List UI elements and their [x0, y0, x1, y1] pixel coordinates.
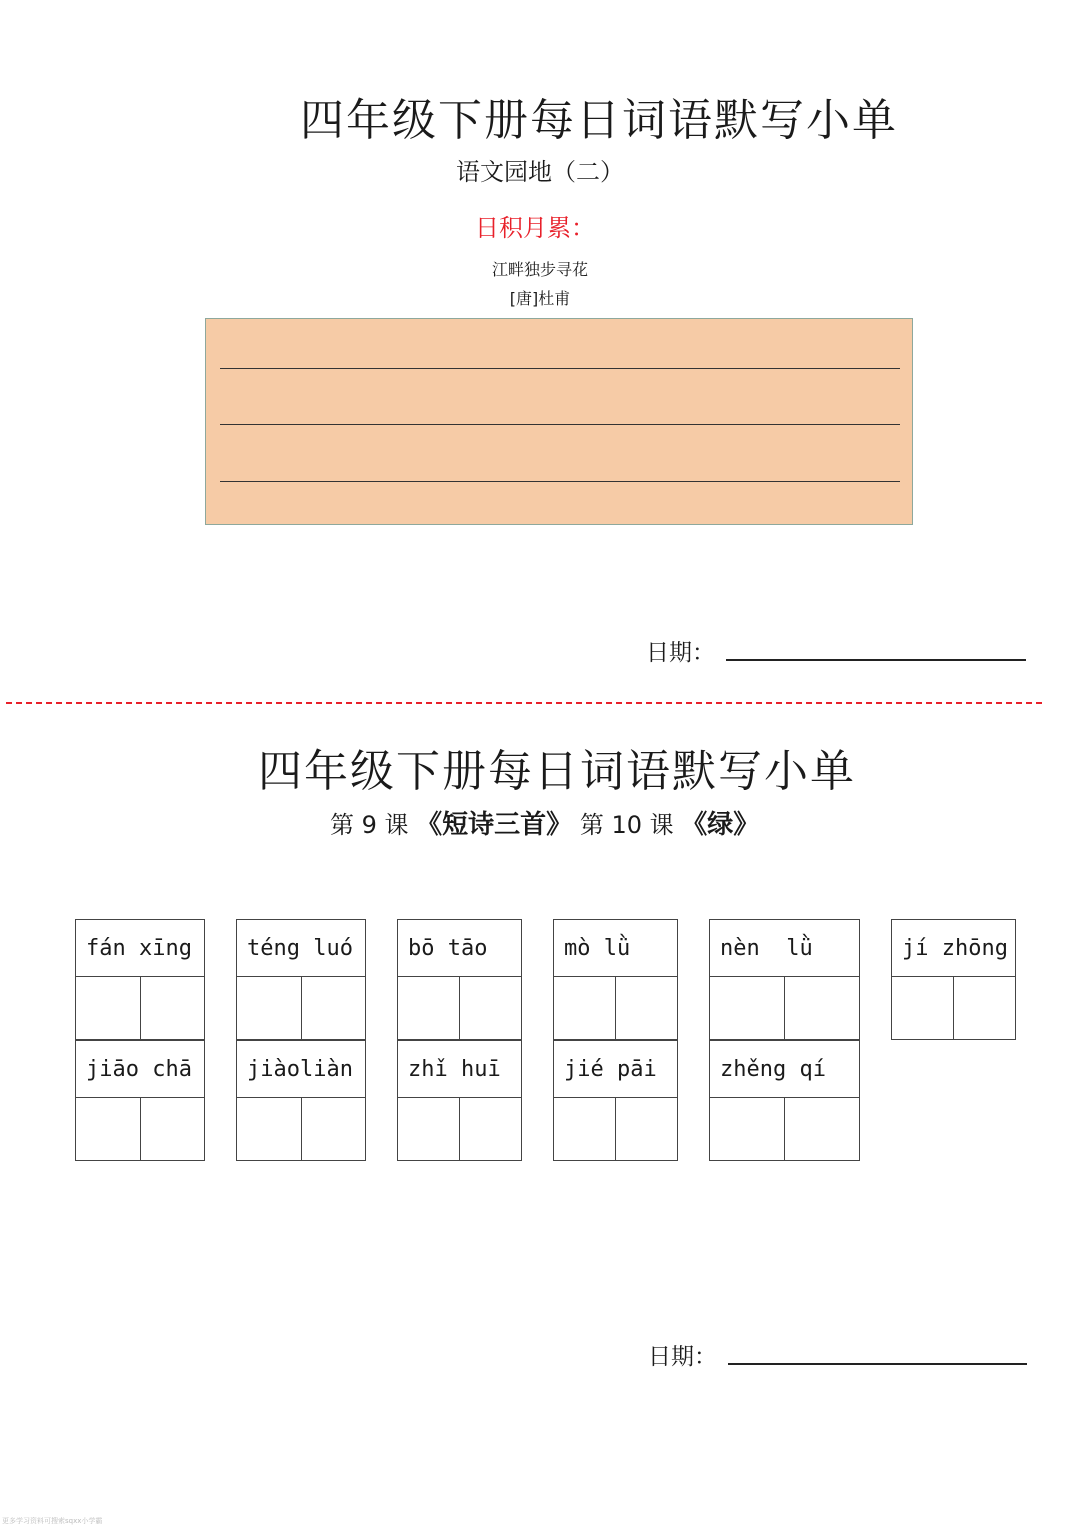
character-cell[interactable] — [953, 977, 1015, 1039]
pinyin-label: téng luó — [237, 920, 365, 977]
character-cell[interactable] — [710, 977, 784, 1039]
character-cell[interactable] — [237, 1098, 301, 1160]
pinyin-label: jí zhōng — [892, 920, 1015, 977]
character-cell[interactable] — [554, 1098, 615, 1160]
character-cell[interactable] — [398, 977, 459, 1039]
pinyin-label: zhǐ huī — [398, 1041, 521, 1098]
top-sheet-title: 四年级下册每日词语默写小单 — [300, 95, 898, 146]
pinyin-label: jié pāi — [554, 1041, 677, 1098]
character-cell[interactable] — [615, 977, 677, 1039]
section-label: 日积月累： — [475, 214, 595, 242]
character-cell[interactable] — [459, 977, 521, 1039]
footer-watermark: 更多学习资料可搜索sqxx小学霸 — [2, 1517, 103, 1525]
character-cell[interactable] — [554, 977, 615, 1039]
character-cell[interactable] — [140, 1098, 205, 1160]
word-card — [236, 1040, 366, 1161]
character-cell[interactable] — [615, 1098, 677, 1160]
top-sheet-subtitle: 语文园地（二） — [456, 158, 624, 186]
pinyin-label: jiāo chā — [76, 1041, 204, 1098]
character-cell[interactable] — [76, 977, 140, 1039]
pinyin-label: nèn lǜ — [710, 920, 859, 977]
character-cell[interactable] — [892, 977, 953, 1039]
word-card — [236, 919, 366, 1040]
bottom-sheet-title: 四年级下册每日词语默写小单 — [258, 746, 856, 797]
word-card — [397, 1040, 522, 1161]
word-card — [709, 1040, 860, 1161]
writing-line[interactable] — [220, 368, 900, 369]
word-card — [891, 919, 1016, 1040]
poem-author: [唐]杜甫 — [509, 289, 571, 308]
lesson-10-prefix: 第 10 课 — [579, 811, 674, 839]
character-cell[interactable] — [784, 977, 859, 1039]
character-cell[interactable] — [784, 1098, 859, 1160]
character-cell[interactable] — [398, 1098, 459, 1160]
pinyin-label: mò lǜ — [554, 920, 677, 977]
writing-line[interactable] — [220, 424, 900, 425]
character-cell[interactable] — [140, 977, 205, 1039]
character-cell[interactable] — [710, 1098, 784, 1160]
character-cell[interactable] — [459, 1098, 521, 1160]
lesson-heading — [330, 804, 759, 841]
character-cell[interactable] — [301, 1098, 366, 1160]
bottom-date-field[interactable] — [728, 1363, 1027, 1365]
top-date-field[interactable] — [726, 659, 1026, 661]
poem-title: 江畔独步寻花 — [491, 260, 588, 279]
lesson-9-prefix: 第 9 课 — [330, 811, 409, 839]
bottom-date-label: 日期： — [648, 1344, 717, 1370]
pinyin-label: fán xīng — [76, 920, 204, 977]
pinyin-label: jiàoliàn — [237, 1041, 365, 1098]
character-cell[interactable] — [301, 977, 366, 1039]
top-date-label: 日期： — [646, 640, 715, 666]
word-card — [75, 1040, 205, 1161]
word-card — [397, 919, 522, 1040]
writing-line[interactable] — [220, 481, 900, 482]
word-card — [75, 919, 205, 1040]
lesson-10-name: 《绿》 — [681, 810, 760, 840]
pinyin-label: zhěng qí — [710, 1041, 859, 1098]
cut-line-divider — [6, 702, 1042, 704]
word-card — [553, 919, 678, 1040]
word-card — [709, 919, 860, 1040]
pinyin-label: bō tāo — [398, 920, 521, 977]
poem-writing-box[interactable] — [205, 318, 913, 525]
word-card — [553, 1040, 678, 1161]
character-cell[interactable] — [237, 977, 301, 1039]
character-cell[interactable] — [76, 1098, 140, 1160]
lesson-9-name: 《短诗三首》 — [416, 810, 573, 840]
